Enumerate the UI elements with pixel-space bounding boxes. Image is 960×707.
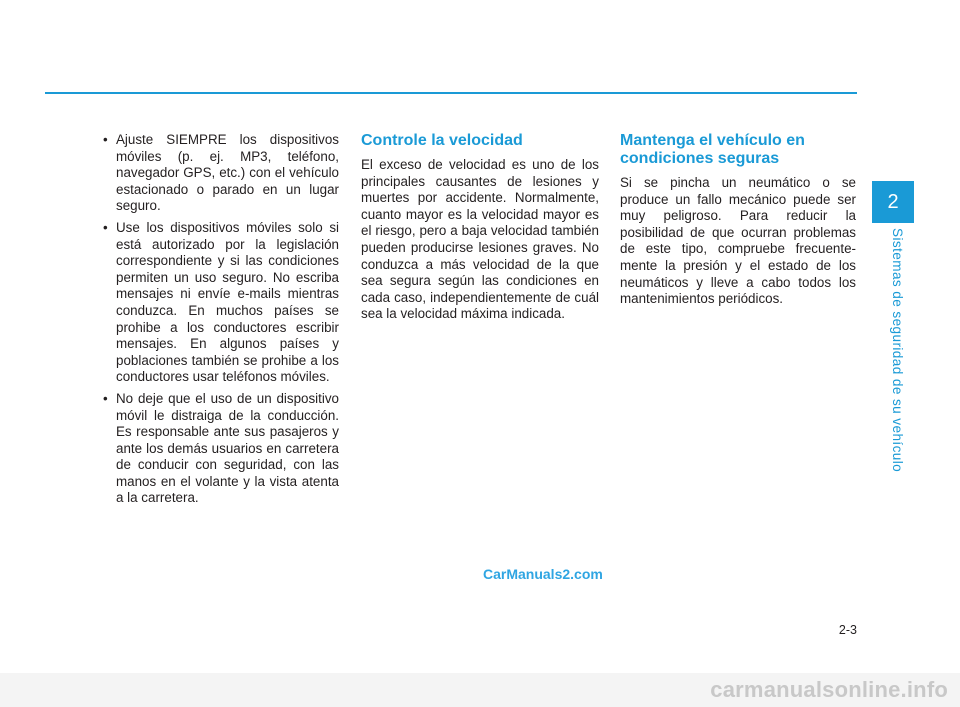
bullet-item: • Ajuste SIEMPRE los dispositivos móviles (p. ej. MP3, teléfono, navegador GPS, etc.) con el vehículo estacionado o parado en un lugar seguro. xyxy=(103,132,339,215)
column-3 xyxy=(620,132,856,308)
safety-bullet-list xyxy=(103,132,339,507)
column-1 xyxy=(103,132,339,512)
speed-heading: Controle la velocidad xyxy=(361,132,523,149)
chapter-title: Sistemas de seguridad de su vehículo xyxy=(890,228,905,473)
column-2 xyxy=(361,132,599,323)
carmanuals-watermark: CarManuals2.com xyxy=(483,566,603,582)
vehicle-condition-paragraph: Si se pincha un neumático o se produce un fallo mecánico puede ser muy peligroso. Para reducir la posibilidad de que ocurran problemas de este tipo, compruebe frecuentemente la presión y el estado de los neumáticos y lleve a cabo todos los mantenimientos periódicos. xyxy=(620,175,856,307)
bullet-item: • Use los dispositivos móviles solo si está autorizado por la legislación correspondiente y si las condiciones permiten un uso seguro. No escriba mensajes ni envíe e-mails mientras conduzca. En muchos países se prohibe a los conductores escribir mensajes. En algunos países y poblaciones también se prohibe a los conductores usar teléfonos móviles. xyxy=(103,220,339,386)
speed-paragraph: El exceso de velocidad es uno de los principales causantes de lesiones y muertes por accidente. Normalmente, cuanto mayor es la velocidad mayor es el riesgo, pero a baja velocidad también pueden producirse lesiones graves. No conduzca a más velocidad de la que sea segura según las condiciones en cada caso, independientemente de cuál sea la velocidad máxima indicada. xyxy=(361,157,599,322)
bullet-item: • No deje que el uso de un dispositivo móvil le distraiga de la conducción. Es responsable ante sus pasajeros y ante los demás usuarios en carretera de conducir con seguridad, con las manos en el volante y la vista atenta a la carretera. xyxy=(103,391,339,507)
footer-watermark: carmanualsonline.info xyxy=(710,677,948,702)
page-number: 2-3 xyxy=(838,623,857,637)
vehicle-condition-heading: Mantenga el vehículo en condiciones seguras xyxy=(620,132,805,167)
top-divider-line xyxy=(45,92,857,94)
chapter-number-tab: 2 xyxy=(872,181,914,223)
